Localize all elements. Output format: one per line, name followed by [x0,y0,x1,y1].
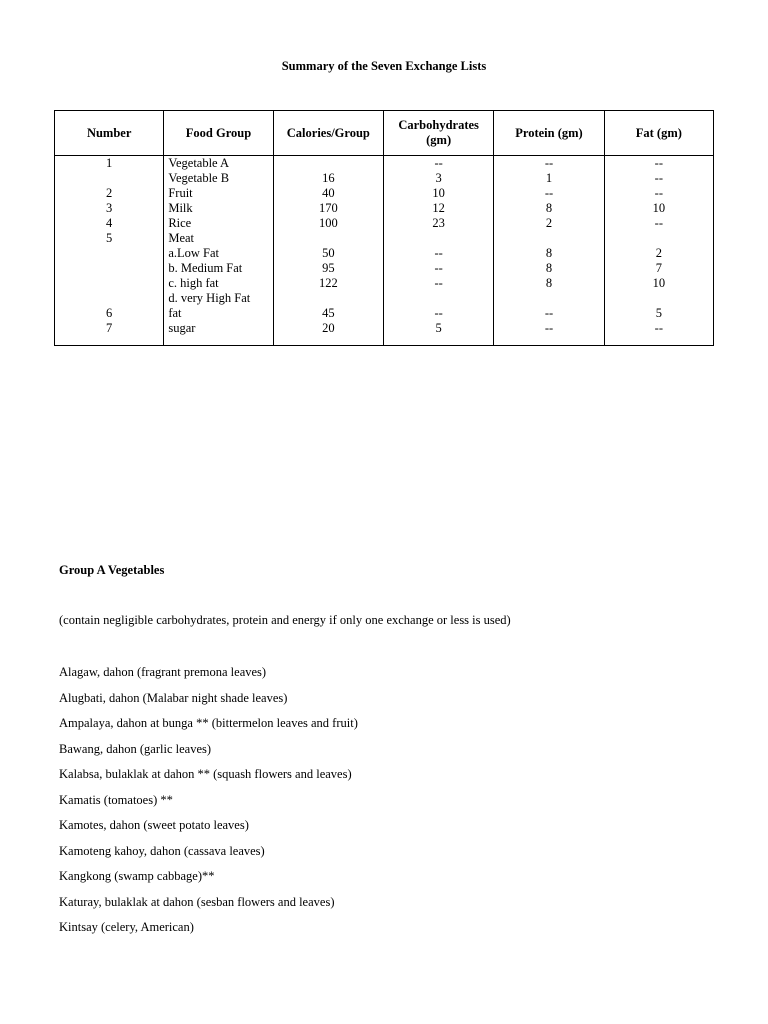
cell-number [55,291,164,306]
cell-food-group: d. very High Fat [164,291,273,306]
cell-number: 7 [55,321,164,346]
cell-fat: 10 [604,201,713,216]
cell-calories: 95 [273,261,383,276]
cell-fat: -- [604,186,713,201]
cell-number [55,171,164,186]
cell-calories [273,231,383,246]
cell-fat: -- [604,321,713,346]
cell-calories: 100 [273,216,383,231]
cell-food-group: b. Medium Fat [164,261,273,276]
cell-carbohydrates: -- [383,276,493,291]
document-title: Summary of the Seven Exchange Lists [281,59,487,73]
list-item: Kamoteng kahoy, dahon (cassava leaves) [59,843,265,858]
cell-fat: -- [604,156,713,172]
header-protein: Protein (gm) [494,111,604,156]
cell-carbohydrates: -- [383,156,493,172]
section-heading: Group A Vegetables [59,563,165,577]
header-carbohydrates: Carbohydrates (gm) [383,111,493,156]
cell-protein: 2 [494,216,604,231]
table-row [55,261,714,276]
cell-carbohydrates: -- [383,246,493,261]
cell-protein: 1 [494,171,604,186]
cell-carbohydrates: 23 [383,216,493,231]
table-row [55,231,714,246]
list-item: Alugbati, dahon (Malabar night shade leaves) [59,690,288,705]
header-food-group: Food Group [164,111,273,156]
cell-carbohydrates: 3 [383,171,493,186]
cell-carbohydrates: 10 [383,186,493,201]
cell-number: 5 [55,231,164,246]
cell-number: 3 [55,201,164,216]
cell-food-group: fat [164,306,273,321]
cell-fat [604,231,713,246]
table-row [55,171,714,186]
cell-protein [494,291,604,306]
exchange-summary-table [54,110,714,346]
cell-food-group: a.Low Fat [164,246,273,261]
cell-protein: -- [494,321,604,346]
cell-carbohydrates: -- [383,306,493,321]
list-item: Kalabsa, bulaklak at dahon ** (squash flowers and leaves) [59,767,352,781]
table-header-row [55,111,714,156]
cell-calories [273,156,383,172]
list-item: Alagaw, dahon (fragrant premona leaves) [59,665,267,679]
table-row [55,186,714,201]
cell-carbohydrates: 12 [383,201,493,216]
cell-fat: 5 [604,306,713,321]
cell-fat: 10 [604,276,713,291]
cell-protein: 8 [494,276,604,291]
cell-food-group: Rice [164,216,273,231]
list-item: Kintsay (celery, American) [59,920,194,934]
cell-fat: -- [604,171,713,186]
cell-food-group: c. high fat [164,276,273,291]
cell-protein: -- [494,156,604,172]
cell-calories: 45 [273,306,383,321]
cell-number [55,276,164,291]
vegetable-list [59,665,358,946]
cell-carbohydrates: -- [383,261,493,276]
cell-protein: 8 [494,201,604,216]
list-item: Kangkong (swamp cabbage)** [59,869,215,883]
cell-fat: 2 [604,246,713,261]
table-row [55,156,714,172]
cell-food-group: Meat [164,231,273,246]
table-row [55,306,714,321]
table-row [55,321,714,346]
cell-number [55,261,164,276]
cell-fat [604,291,713,306]
table-row [55,246,714,261]
table-row [55,201,714,216]
cell-calories: 20 [273,321,383,346]
list-item: Katuray, bulaklak at dahon (sesban flowers and leaves) [59,894,335,909]
table-row [55,216,714,231]
cell-carbohydrates [383,291,493,306]
cell-calories: 40 [273,186,383,201]
header-fat: Fat (gm) [604,111,713,156]
cell-food-group: Fruit [164,186,273,201]
header-calories: Calories/Group [273,111,383,156]
list-item: Ampalaya, dahon at bunga ** (bittermelon leaves and fruit) [59,716,358,730]
cell-protein: -- [494,306,604,321]
cell-number: 2 [55,186,164,201]
table-row [55,291,714,306]
cell-food-group: Milk [164,201,273,216]
cell-calories [273,291,383,306]
cell-protein [494,231,604,246]
cell-calories: 16 [273,171,383,186]
cell-carbohydrates: 5 [383,321,493,346]
cell-calories: 122 [273,276,383,291]
cell-fat: -- [604,216,713,231]
cell-protein: 8 [494,246,604,261]
cell-protein: 8 [494,261,604,276]
cell-food-group: sugar [164,321,273,346]
cell-calories: 50 [273,246,383,261]
cell-calories: 170 [273,201,383,216]
cell-carbohydrates [383,231,493,246]
cell-number: 6 [55,306,164,321]
cell-fat: 7 [604,261,713,276]
list-item: Bawang, dahon (garlic leaves) [59,741,212,756]
cell-number: 4 [55,216,164,231]
table-row [55,276,714,291]
cell-food-group: Vegetable B [164,171,273,186]
cell-number [55,246,164,261]
list-item: Kamotes, dahon (sweet potato leaves) [59,818,249,832]
header-number: Number [55,111,164,156]
list-item: Kamatis (tomatoes) ** [59,792,173,807]
cell-number: 1 [55,156,164,172]
cell-food-group: Vegetable A [164,156,273,172]
cell-protein: -- [494,186,604,201]
section-note: (contain negligible carbohydrates, protein and energy if only one exchange or less is used) [59,613,511,627]
